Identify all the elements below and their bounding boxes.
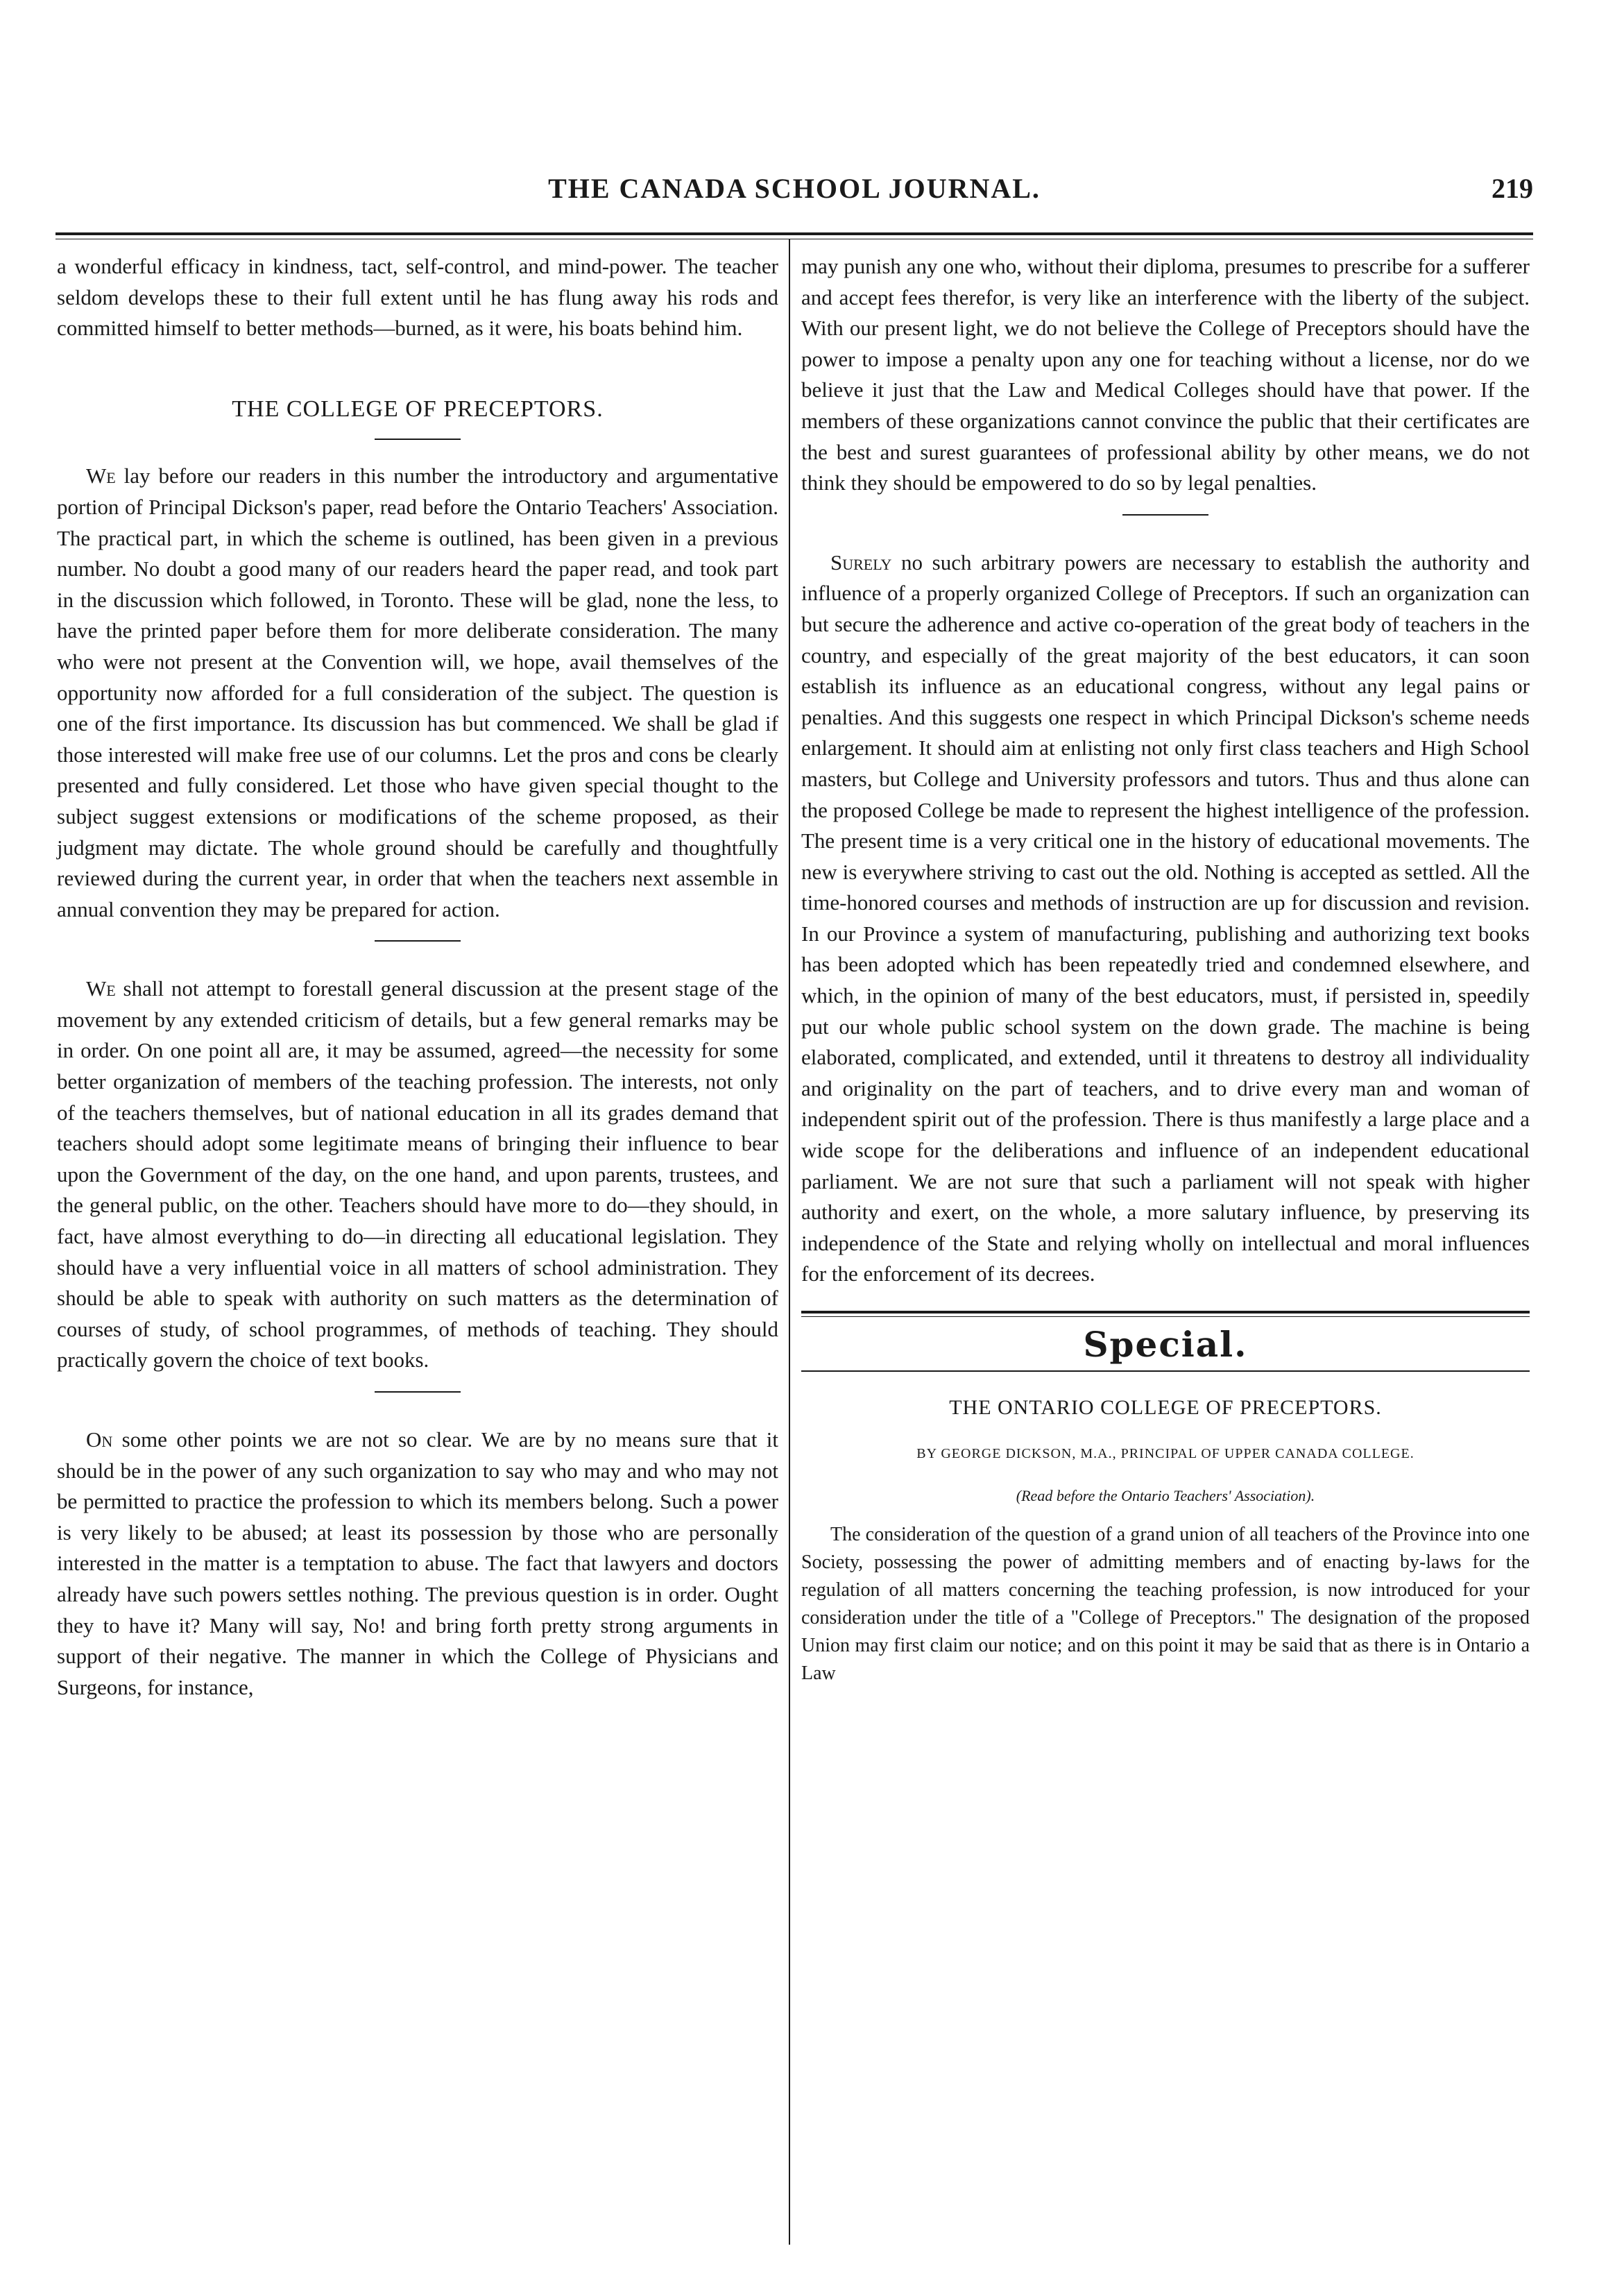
special-rule-top [801, 1311, 1530, 1317]
paragraph-doubts [57, 1425, 778, 1703]
title-rule [375, 439, 461, 440]
section-title: THE COLLEGE OF PRECEPTORS. [232, 396, 604, 422]
left-column [57, 251, 778, 1703]
paragraph-remarks [57, 974, 778, 1376]
paragraph-rule [375, 940, 461, 942]
article-byline: BY GEORGE DICKSON, M.A., PRINCIPAL OF UPPER CANADA COLLEGE. [916, 1446, 1414, 1462]
special-rule-bottom [801, 1370, 1530, 1372]
article-body: The consideration of the question of a grand union of all teachers of the Province into one Society, possessing the power of admitting members and of enacting by-laws for the regulation of all matters concerning the teaching profession, is now introduced for your consideration under the title of a "College of Preceptors." The designation of the proposed Union may first claim our notice; and on this point it may be said that as there is in Ontario a Law [801, 1524, 1530, 1685]
paragraph-body: shall not attempt to forestall general discussion at the present stage of the movement by any extended criticism of details, but a few general remarks may be in order. On one point all are, it may be assumed, agreed—the necessity for some better organization of members of the teaching profession. The interests, not only of the teachers themselves, but of national education in all its grades demand that teachers should adopt some legitimate means of bringing their influence to bear upon the Government of the day, on the one hand, and upon parents, trustees, and the general public, on the other. Teachers should have more to do—they should, in fact, have almost everything to do—in directing all educational legislation. They should have a very influential voice in all matters of school administration. They should be able to speak with authority on such matters as the determination of courses of study, of school programmes, of methods of teaching. They should practically govern the choice of text books. [57, 976, 778, 1372]
paragraph-lead-word: We [86, 976, 116, 1001]
paragraph-body: some other points we are not so clear. We are by no means sure that it should be in the power of any such organization to say who may and who may not be permitted to practice the profession to which its members belong. Such a power is very likely to be abused; at least its possession by those who are personally interested in the matter is a temptation to abuse. The fact that lawyers and doctors already have such powers settles nothing. The previous question is in order. Ought they to have it? Many will say, No! and bring forth pretty strong arguments in support of their negative. The manner in which the College of Physicians and Surgeons, for instance, [57, 1427, 778, 1699]
paragraph-intro [57, 461, 778, 925]
paragraph-rule [375, 1391, 461, 1393]
special-heading: Special. [1083, 1324, 1248, 1365]
header-rule [55, 232, 1533, 239]
page-header [55, 172, 1533, 214]
continuation-paragraph: a wonderful efficacy in kindness, tact, self-control, and mind-power. The teacher seldom develops these to their full extent until he has flung away his rods and committed himself to better methods—burned, as it were, his boats behind him. [57, 254, 778, 341]
paragraph-lead-word: Surely [830, 550, 892, 575]
column-divider [789, 239, 790, 2245]
paragraph-lead-word: On [86, 1427, 113, 1452]
paragraph-surely [801, 547, 1530, 1290]
article-subnote: (Read before the Ontario Teachers' Association). [1016, 1486, 1315, 1504]
right-column [801, 251, 1530, 1687]
continuation-paragraph: may punish any one who, without their diploma, presumes to prescribe for a sufferer and accept fees therefor, is very like an interference with the liberty of the subject. With our present light, we do not believe the College of Preceptors should have the power to impose a penalty upon any one for teaching without a license, nor do we believe it just that the Law and Medical Colleges should have that power. If the members of these organizations cannot convince the public that their certificates are the best and surest guarantees of professional ability by other means, we do not think they should be empowered to do so by legal penalties. [801, 254, 1530, 495]
running-title: THE CANADA SCHOOL JOURNAL. [548, 173, 1041, 204]
paragraph-lead-word: We [86, 464, 116, 488]
paragraph-body: lay before our readers in this number the introductory and argumentative portion of Principal Dickson's paper, read before the Ontario Teachers' Association. The practical part, in which the scheme is outlined, has been given in a previous number. No doubt a good many of our readers heard the paper read, and took part in the discussion which followed, in Toronto. These will be glad, none the less, to have the printed paper before them for more deliberate consideration. The many who were not present at the Convention will, we hope, avail themselves of the opportunity now afforded for a full consideration of the subject. The question is one of the first importance. Its discussion has but commenced. We shall be glad if those interested will make free use of our columns. Let the pros and cons be clearly presented and fully considered. Let those who have given special thought to the subject suggest extensions or modifications of the scheme proposed, as their judgment may dictate. The whole ground should be carefully and thoughtfully reviewed during the current year, in order that when the teachers next assemble in annual convention they may be prepared for action. [57, 464, 779, 921]
page-number: 219 [1491, 173, 1533, 204]
article-title: THE ONTARIO COLLEGE OF PRECEPTORS. [949, 1395, 1382, 1419]
paragraph-body: no such arbitrary powers are necessary to establish the authority and influence of a properly organized College of Preceptors. If such an organization can but secure the adherence and active co-operation of the great body of teachers in the country, and especially of the great majority of the best educators, it can soon establish its influence as an educational congress, without any legal pains or penalties. And this suggests one respect in which Principal Dickson's scheme needs enlargement. It should aim at enlisting not only first class teachers and High School masters, but College and University professors and tutors. Thus and thus alone can the proposed College be made to represent the highest intelligence of the profession. The present time is a very critical one in the history of educational movements. The new is everywhere striving to cast out the old. Nothing is accepted as settled. All the time-honored courses and methods of instruction are up for discussion and revision. In our Province a system of manufacturing, publishing and authorizing text books has been adopted which has been repeatedly tried and condemned elsewhere, and which, in the opinion of many of the best educators, must, if persisted in, speedily put our whole public school system on the down grade. The machine is being elaborated, complicated, and extended, until it threatens to destroy all individuality and originality on the part of teachers, and to drive every man and woman of independent spirit out of the profession. There is thus manifestly a large place and a wide scope for the deliberations and influence of an independent educational parliament. We are not sure that such a parliament will not speak with higher authority and exert, on the whole, a more salutary influence, by preserving its independence of the State and relying wholly on intellectual and moral influences for the enforcement of its decrees. [801, 550, 1530, 1286]
paragraph-rule [1122, 514, 1208, 516]
